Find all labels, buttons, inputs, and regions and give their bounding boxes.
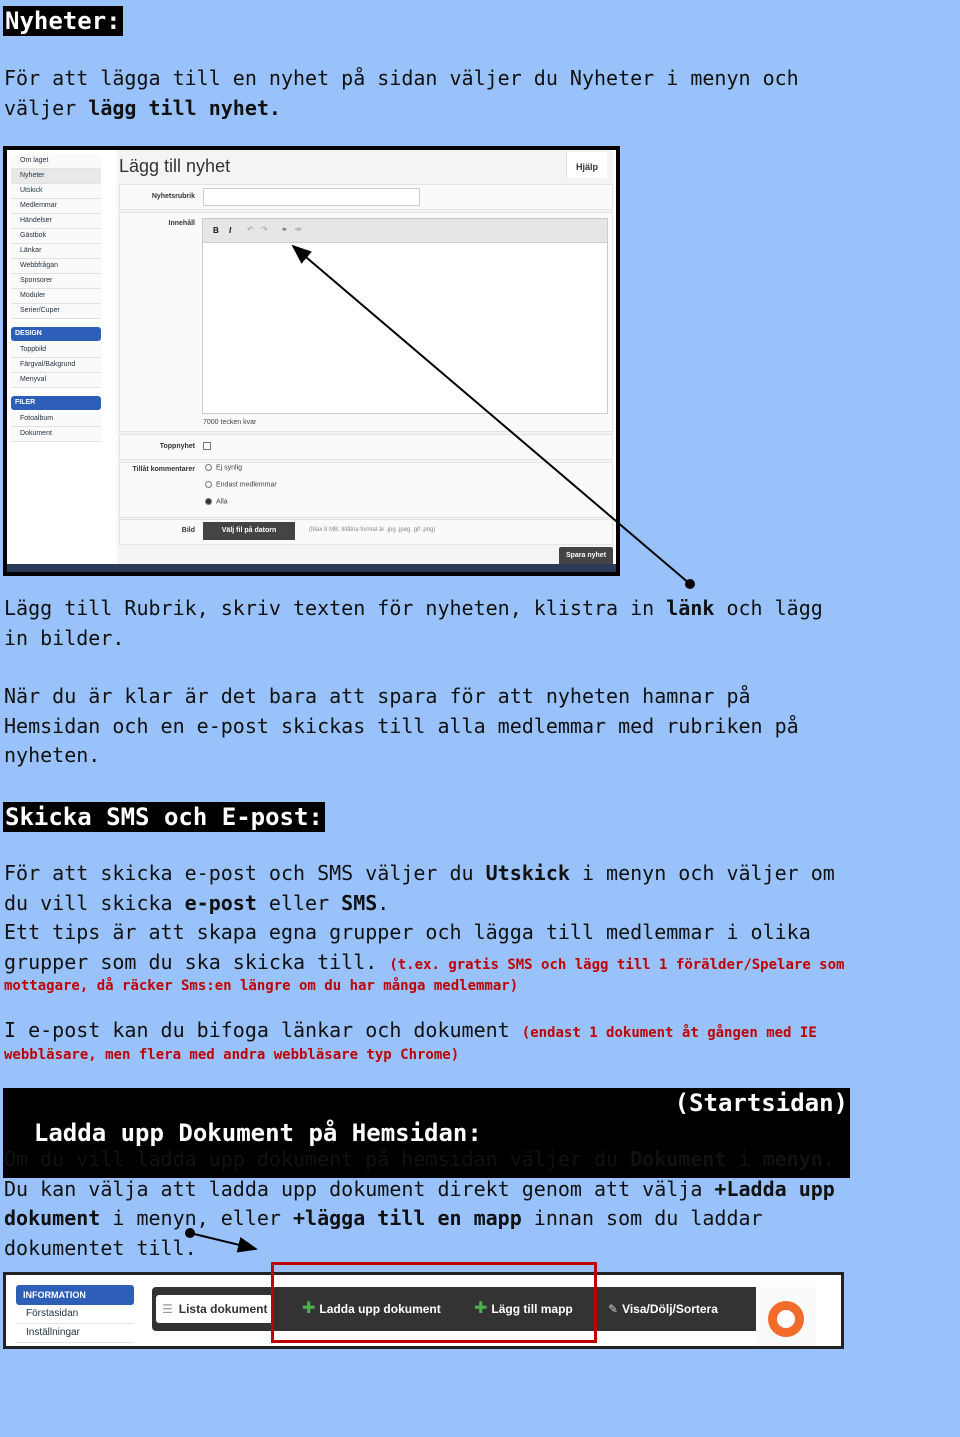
sidebar-item[interactable]: Inställningar [16, 1324, 134, 1343]
pointer-arrow-editor [293, 246, 690, 584]
radio-endast-medlemmar[interactable]: Endast medlemmar [205, 481, 277, 488]
docs-heading: Ladda upp Dokument på Hemsidan: (Startsidan) [3, 1088, 850, 1178]
link-icon[interactable]: ⚭ [281, 225, 288, 234]
label-kommentarer: Tillåt kommentarer [132, 466, 195, 473]
radio-ej-synlig[interactable]: Ej synlig [205, 464, 242, 471]
label-bild: Bild [181, 527, 195, 534]
sidebar-header-information: INFORMATION [16, 1285, 134, 1305]
news-after-text: Lägg till Rubrik, skriv texten för nyheten, klistra in länk och lägg in bilder. [4, 596, 823, 650]
sidebar-item[interactable]: Färgval/Bakgrund [11, 358, 101, 373]
wrench-icon: ✎ [608, 1302, 619, 1316]
choose-file-button[interactable]: Välj fil på datorn [203, 522, 295, 540]
label-nyhetsrubrik: Nyhetsrubrik [151, 193, 195, 200]
sms-heading: Skicka SMS och E-post: [5, 803, 323, 831]
sms-text-2: Ett tips är att skapa egna grupper och lägga till medlemmar i olika grupper som du ska skicka till. (t.ex. gratis SMS och lägg till 1 förälder/Spelare som [4, 920, 845, 974]
sidebar-item[interactable]: Gästbok [11, 229, 101, 244]
docs-text: Om du vill ladda upp dokument på hemsidan väljer du Dokument i menyn. Du kan välja att ladda upp dokument direkt genom att välja +Ladda upp dokument i menyn, eller +lägga till en mapp innan som du laddar dokumentet till. [4, 1147, 835, 1260]
italic-icon[interactable]: I [229, 226, 232, 235]
help-button[interactable] [756, 1287, 816, 1349]
sidebar-item-utskick[interactable]: Utskick [11, 184, 101, 199]
sms-text-1: För att skicka e-post och SMS väljer du Utskick i menyn och väljer om du vill skicka e-post eller SMS. [4, 861, 835, 915]
sms-note: mottagare, då räcker Sms:en längre om du har många medlemmar) [4, 978, 519, 994]
list-icon: ☰ [162, 1302, 173, 1316]
arrow-dot [685, 579, 695, 589]
news-heading: Nyheter: [5, 7, 121, 35]
sidebar-item[interactable]: Fotoalbum [11, 412, 101, 427]
sidebar-item[interactable]: Sponsorer [11, 274, 101, 289]
email-attach-note: webbläsare, men flera med andra webbläsare typ Chrome) [4, 1047, 460, 1063]
unlink-icon[interactable]: ⚮ [295, 225, 302, 234]
page-title: Lägg till nyhet [119, 156, 231, 176]
sidebar-item-nyheter[interactable]: Nyheter [11, 169, 101, 184]
redo-icon[interactable]: ↷ [261, 225, 268, 234]
sidebar-item[interactable]: Serier/Cuper [11, 304, 101, 319]
sidebar-header-design: DESIGN [11, 327, 101, 341]
sidebar-item[interactable]: Moduler [11, 289, 101, 304]
radio-alla[interactable]: Alla [205, 498, 228, 505]
sidebar-item-dokument[interactable]: Dokument [11, 427, 101, 442]
tab-list-documents[interactable]: ☰ Lista dokument [156, 1295, 273, 1323]
news-intro: För att lägga till en nyhet på sidan väljer du Nyheter i menyn och väljer lägg till nyhet. [4, 66, 799, 120]
sidebar-item[interactable]: Toppbild [11, 343, 101, 358]
sidebar-item[interactable]: Webbfrågan [11, 259, 101, 274]
chars-left: 7000 tecken kvar [203, 419, 257, 426]
news-save-text: När du är klar är det bara att spara för att nyheten hamnar på Hemsidan och en e-post skickas till alla medlemmar med rubriken på nyheten. [4, 684, 799, 767]
email-attach-text: I e-post kan du bifoga länkar och dokument (endast 1 dokument åt gången med IE [4, 1018, 817, 1042]
show-hide-sort-button[interactable]: ✎ Visa/Dölj/Sortera [608, 1302, 718, 1316]
sidebar-item[interactable]: Om laget [11, 154, 101, 169]
sidebar-item[interactable]: Förstasidan [16, 1305, 134, 1324]
sidebar-item[interactable]: Händelser [11, 214, 101, 229]
plus-icon: ✚ [302, 1300, 316, 1317]
add-folder-button[interactable]: ✚ Lägg till mapp [474, 1300, 573, 1317]
undo-icon[interactable]: ↶ [247, 225, 254, 234]
help-button[interactable]: Hjälp [566, 152, 607, 178]
save-news-button[interactable]: Spara nyhet [559, 547, 613, 565]
admin-sidebar [16, 1285, 134, 1343]
sidebar-item[interactable]: Länkar [11, 244, 101, 259]
sidebar-item[interactable]: Medlemmar [11, 199, 101, 214]
file-hint: (Max 8 MB, tillåtna format är .jpg .jpeg .gif .png) [309, 527, 436, 533]
label-innehall: Innehåll [168, 220, 195, 227]
sidebar-item[interactable]: Menyval [11, 373, 101, 388]
sidebar-header-filer: FILER [11, 396, 101, 410]
upload-document-button[interactable]: ✚ Ladda upp dokument [302, 1300, 441, 1317]
plus-icon: ✚ [474, 1300, 488, 1317]
bold-icon[interactable]: B [213, 226, 219, 235]
label-toppnyhet: Toppnyhet [159, 443, 195, 450]
highlight-box [271, 1262, 597, 1343]
lifebuoy-icon [768, 1301, 804, 1337]
